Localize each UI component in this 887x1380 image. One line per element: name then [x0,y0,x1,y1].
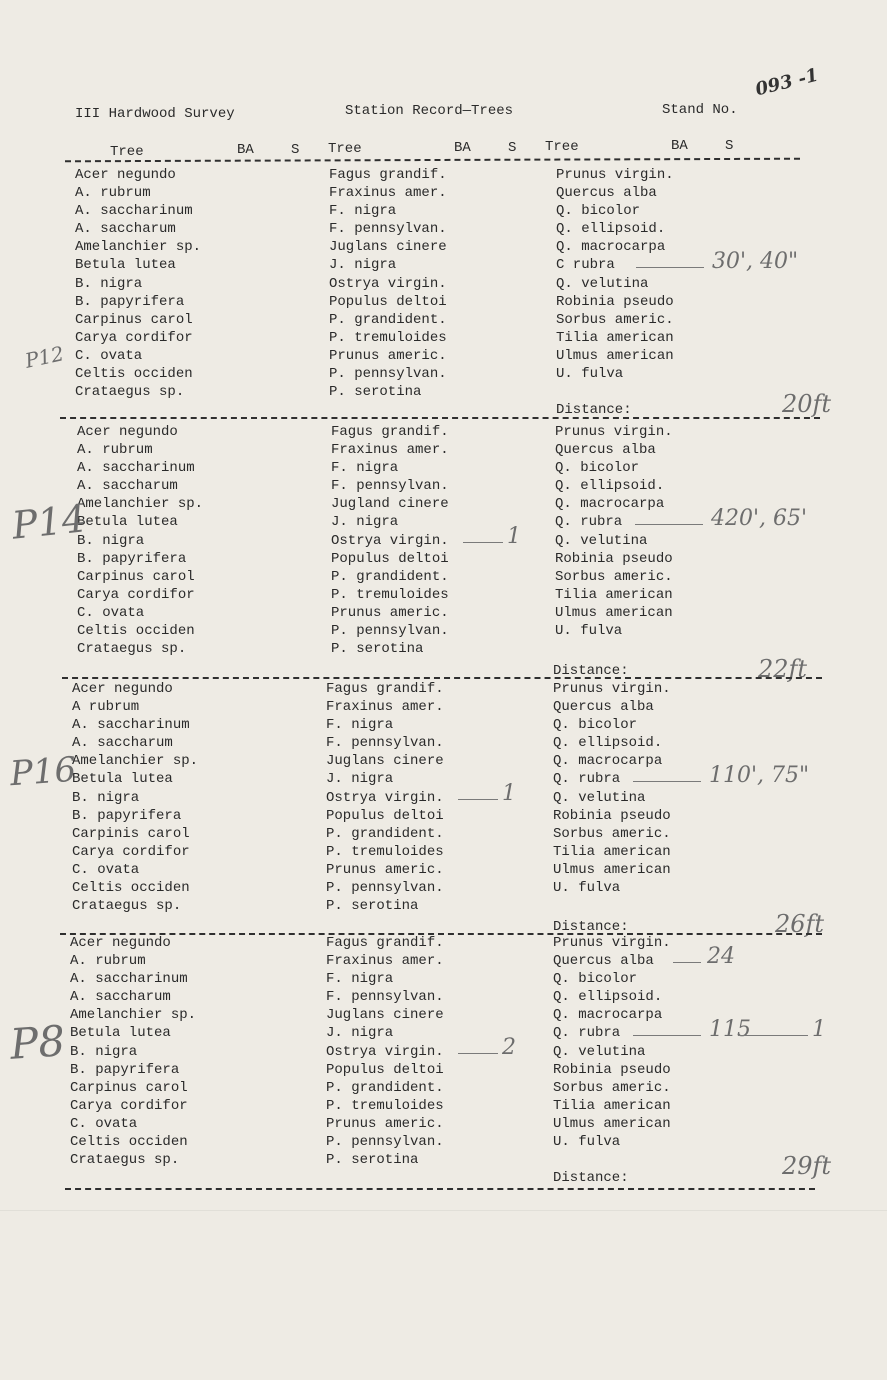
distance-label: Distance: [556,402,632,418]
species-name: Juglans cinere [326,753,444,770]
stand-number: 093 -1 [753,64,821,101]
pencil-tick-line [738,1035,808,1036]
species-name: Q. rubra [555,514,623,531]
species-name: Celtis occiden [70,1134,188,1151]
species-name: A. saccharum [70,989,171,1006]
pencil-tick-line [458,1053,498,1054]
species-name: A rubrum [72,699,140,716]
species-name: Acer negundo [72,681,173,697]
form-title: III Hardwood Survey [75,106,235,122]
species-name: Fagus grandif. [329,167,447,183]
species-name: B. nigra [70,1043,138,1060]
species-name: Q. bicolor [555,460,640,477]
species-name: A. rubrum [77,442,153,459]
species-column-1 [75,166,201,401]
handwritten-note: 115 [709,1016,751,1042]
species-name: A. saccharinum [72,717,190,734]
species-name: P. pennsylvan. [326,880,444,897]
species-name: Celtis occiden [75,366,193,383]
species-name: J. nigra [326,1025,394,1042]
species-name: Quercus alba [553,953,654,970]
species-name: Betula lutea [75,257,176,274]
species-name: Prunus virgin. [553,935,671,951]
species-name: A. saccharum [72,735,173,752]
species-name: P. pennsylvan. [326,1134,444,1151]
species-name: Betula lutea [72,771,173,788]
species-name: Populus deltoi [329,293,447,310]
section-divider [60,417,820,419]
species-name: Sorbus americ. [553,825,671,842]
species-name: Amelanchier sp. [77,496,204,513]
species-name: Betula lutea [70,1025,171,1042]
species-name: P. tremuloides [331,586,449,603]
species-name: Robinia pseudo [553,1061,671,1078]
species-name: P. serotina [329,384,422,401]
species-column-1 [72,680,198,915]
species-name: P. pennsylvan. [331,623,449,640]
species-name: C. ovata [70,1115,138,1132]
species-name: Q. bicolor [556,203,641,220]
species-name: C. ovata [72,861,140,878]
col1-ba-header: BA [237,142,254,158]
col3-tree-header: Tree [545,139,579,155]
species-name: Ostrya virgin. [326,1043,444,1060]
species-name: A. saccharum [75,221,176,238]
species-column-1 [70,934,196,1169]
species-name: F. nigra [326,717,394,734]
col2-s-header: S [508,140,517,156]
species-name: Ulmus american [556,347,674,364]
handwritten-note: 110', 75" [709,762,810,788]
species-name: Ostrya virgin. [329,275,447,292]
species-name: P. grandident. [329,311,447,328]
species-name: A. saccharinum [77,460,195,477]
species-name: Tilia american [555,586,673,603]
species-name: P. grandident. [331,568,449,585]
species-name: Acer negundo [75,167,176,183]
species-column-1 [77,423,203,658]
species-name: Crataegus sp. [77,641,187,658]
species-name: Populus deltoi [326,807,444,824]
plot-label-handwritten: P8 [8,1016,67,1069]
species-name: Sorbus americ. [556,311,674,328]
species-column-3 [553,680,671,897]
species-name: Carpinis carol [72,825,190,842]
species-name: A. rubrum [70,953,146,970]
species-name: Carpinus carol [70,1079,188,1096]
species-name: Prunus virgin. [556,167,674,183]
species-name: Carpinus carol [75,311,193,328]
species-name: F. pennsylvan. [326,735,444,752]
pencil-tick-line [458,799,498,800]
handwritten-note: 1 [507,523,521,549]
species-name: P. grandident. [326,825,444,842]
species-name: B. papyrifera [75,293,185,310]
species-name: Betula lutea [77,514,178,531]
species-name: Robinia pseudo [553,807,671,824]
pencil-tick-line [635,524,703,525]
plot-label-handwritten: P16 [8,749,78,795]
species-name: P. serotina [331,641,424,658]
species-name: Carya cordifor [75,329,193,346]
handwritten-note: 420', 65' [711,505,808,531]
species-name: Carpinus carol [77,568,195,585]
species-name: J. nigra [326,771,394,788]
species-name: Q. ellipsoid. [553,735,663,752]
species-name: Q. velutina [556,275,649,292]
species-name: U. fulva [553,1134,621,1151]
species-name: Amelanchier sp. [70,1007,197,1024]
species-name: Juglans cinere [329,239,447,256]
distance-value-handwritten: 20ft [782,390,832,418]
species-name: Fraxinus amer. [329,185,447,202]
distance-label: Distance: [553,663,629,679]
species-name: Acer negundo [77,424,178,440]
species-name: Carya cordifor [70,1097,188,1114]
species-name: Prunus virgin. [553,681,671,697]
species-name: Ulmus american [553,1115,671,1132]
species-name: Prunus americ. [326,1115,444,1132]
handwritten-note: 2 [502,1034,516,1060]
species-name: Q. macrocarpa [555,496,665,513]
species-name: Q. rubra [553,1025,621,1042]
distance-label: Distance: [553,1170,629,1186]
species-name: C rubra [556,257,615,274]
species-name: Fraxinus amer. [326,699,444,716]
species-name: F. pennsylvan. [331,478,449,495]
header-rule [65,158,800,163]
species-name: Amelanchier sp. [72,753,199,770]
species-name: Sorbus americ. [553,1079,671,1096]
species-column-2 [331,423,449,658]
species-name: Tilia american [553,843,671,860]
species-name: P. tremuloides [326,843,444,860]
species-name: Fraxinus amer. [331,442,449,459]
species-name: F. nigra [331,460,399,477]
handwritten-note: 30', 40" [712,248,799,274]
species-name: Ulmus american [553,861,671,878]
handwritten-note: 1 [502,780,516,806]
species-name: Q. bicolor [553,717,638,734]
pencil-tick-line [463,542,503,543]
species-name: Crataegus sp. [75,384,185,401]
species-name: Populus deltoi [331,550,449,567]
species-name: Crataegus sp. [72,898,182,915]
section-divider [62,677,822,679]
species-name: Q. bicolor [553,971,638,988]
col3-s-header: S [725,138,734,154]
species-name: U. fulva [553,880,621,897]
species-name: Amelanchier sp. [75,239,202,256]
species-name: Carya cordifor [77,586,195,603]
form-subtitle: Station Record—Trees [345,103,514,119]
species-name: F. nigra [329,203,397,220]
species-column-2 [329,166,447,401]
species-name: Crataegus sp. [70,1152,180,1169]
species-column-2 [326,934,444,1169]
species-name: Q. velutina [553,789,646,806]
species-name: Robinia pseudo [555,550,673,567]
pencil-tick-line [633,1035,701,1036]
col1-tree-header: Tree [110,144,144,160]
species-name: A. saccharinum [75,203,193,220]
species-name: B. nigra [75,275,143,292]
species-name: Jugland cinere [331,496,449,513]
species-name: Ostrya virgin. [331,532,449,549]
species-name: F. pennsylvan. [329,221,447,238]
species-name: Fagus grandif. [331,424,449,440]
pencil-tick-line [673,962,701,963]
plot-label-handwritten: P12 [22,341,66,373]
species-name: J. nigra [331,514,399,531]
col3-ba-header: BA [671,138,688,154]
species-name: Acer negundo [70,935,171,951]
distance-label: Distance: [553,919,629,935]
species-name: F. pennsylvan. [326,989,444,1006]
species-column-3 [553,934,671,1151]
species-name: Prunus americ. [326,861,444,878]
species-name: Q. ellipsoid. [555,478,665,495]
species-name: Carya cordifor [72,843,190,860]
species-name: C. ovata [77,604,145,621]
fold-line [0,1210,887,1211]
species-name: Sorbus americ. [555,568,673,585]
col1-s-header: S [291,142,300,158]
species-column-3 [555,423,673,640]
species-name: B. papyrifera [77,550,187,567]
species-name: C. ovata [75,347,143,364]
species-name: Tilia american [553,1097,671,1114]
stand-label: Stand No. [662,102,738,118]
species-name: Fagus grandif. [326,681,444,697]
species-name: Tilia american [556,329,674,346]
species-name: J. nigra [329,257,397,274]
species-name: A. rubrum [75,185,151,202]
species-name: F. nigra [326,971,394,988]
species-name: Celtis occiden [77,623,195,640]
species-name: A. saccharinum [70,971,188,988]
species-name: U. fulva [555,623,623,640]
distance-value-handwritten: 26ft [775,910,825,938]
species-name: Prunus americ. [329,347,447,364]
species-name: B. papyrifera [72,807,182,824]
species-name: P. tremuloides [326,1097,444,1114]
plot-label-handwritten: P14 [9,496,89,548]
species-name: P. serotina [326,1152,419,1169]
species-name: Robinia pseudo [556,293,674,310]
species-name: Celtis occiden [72,880,190,897]
species-column-2 [326,680,444,915]
species-column-3 [556,166,674,383]
species-name: P. grandident. [326,1079,444,1096]
distance-value-handwritten: 22ft [758,655,808,683]
pencil-tick-line [633,781,701,782]
species-name: Q. velutina [553,1043,646,1060]
species-name: Ostrya virgin. [326,789,444,806]
col2-tree-header: Tree [328,141,362,157]
species-name: Populus deltoi [326,1061,444,1078]
species-name: Prunus americ. [331,604,449,621]
species-name: B. nigra [77,532,145,549]
pencil-tick-line [636,267,704,268]
species-name: Fagus grandif. [326,935,444,951]
section-divider [65,1188,815,1190]
species-name: Fraxinus amer. [326,953,444,970]
species-name: Q. velutina [555,532,648,549]
species-name: P. pennsylvan. [329,366,447,383]
species-name: B. papyrifera [70,1061,180,1078]
species-name: P. tremuloides [329,329,447,346]
species-name: U. fulva [556,366,624,383]
handwritten-note: 24 [707,944,735,970]
species-name: B. nigra [72,789,140,806]
handwritten-note: 1 [812,1016,826,1042]
distance-value-handwritten: 29ft [782,1152,832,1180]
species-name: Ulmus american [555,604,673,621]
species-name: Q. ellipsoid. [553,989,663,1006]
species-name: Q. rubra [553,771,621,788]
species-name: Q. macrocarpa [556,239,666,256]
species-name: Q. macrocarpa [553,753,663,770]
species-name: A. saccharum [77,478,178,495]
species-name: Quercus alba [555,442,656,459]
species-name: Q. macrocarpa [553,1007,663,1024]
species-name: Juglans cinere [326,1007,444,1024]
species-name: Quercus alba [553,699,654,716]
col2-ba-header: BA [454,140,471,156]
species-name: Quercus alba [556,185,657,202]
species-name: Q. ellipsoid. [556,221,666,238]
species-name: Prunus virgin. [555,424,673,440]
species-name: P. serotina [326,898,419,915]
